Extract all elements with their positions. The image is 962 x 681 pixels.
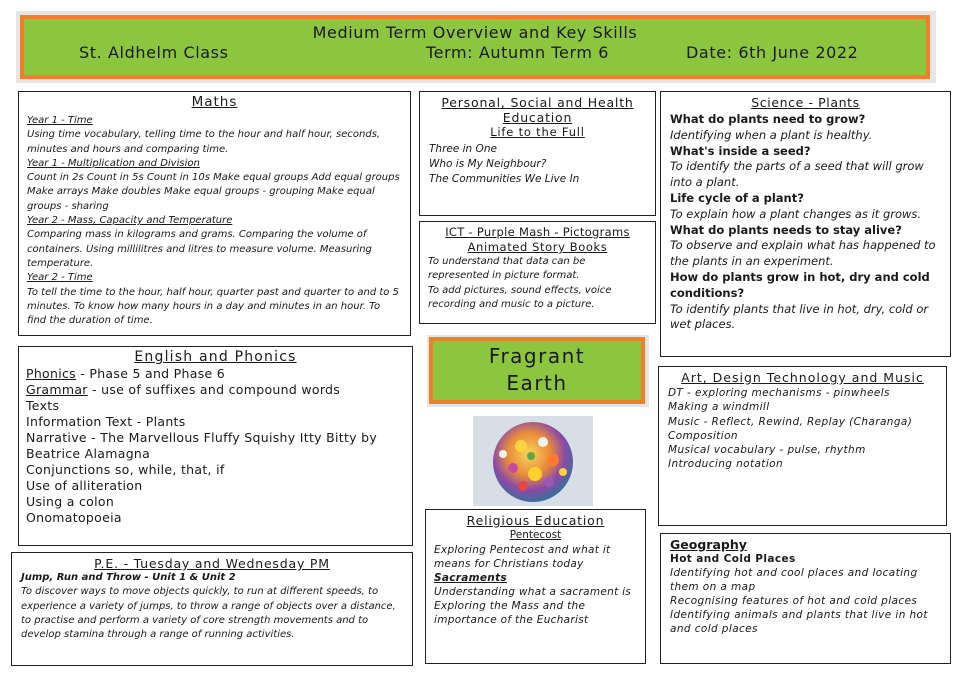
pe-subheading: Jump, Run and Throw - Unit 1 & Unit 2 (21, 572, 236, 583)
geography-line: Recognising features of hot and cold places (670, 595, 918, 607)
pe-heading: P.E. - Tuesday and Wednesday PM (94, 556, 330, 571)
ict-list (428, 255, 647, 312)
date-label: Date: 6th June 2022 (686, 43, 859, 62)
pe-panel (11, 552, 413, 666)
science-answer: Identifying when a plant is healthy. (670, 127, 873, 142)
science-question: What's inside a seed? (670, 143, 811, 158)
pshe-heading: Personal, Social and Health Education (441, 95, 634, 125)
science-answer: To explain how a plant changes as it grows. (670, 206, 922, 221)
maths-section-title: Year 1 - Multiplication and Division (27, 157, 200, 169)
sacraments-line: Exploring the Mass and the importance of the Eucharist (434, 600, 589, 626)
pe-text: To discover ways to move objects quickly, to run at different speeds, to experience a variety of jumps, to throw a range of objects over a distance, to practise and perform a variety of core strength movements and to develop stamina through a range of running activities. (21, 586, 396, 641)
science-question: How do plants grow in hot, dry and cold conditions? (670, 269, 930, 300)
geography-content (670, 552, 941, 636)
pshe-item: The Communities We Live In (429, 173, 580, 185)
pe-content (21, 571, 403, 642)
pshe-panel (419, 91, 656, 216)
science-question: What do plants needs to stay alive? (670, 222, 902, 237)
science-answer: To observe and explain what has happened to the plants in an experiment. (670, 238, 936, 269)
texts-label: Texts (26, 398, 60, 413)
art-panel (658, 366, 947, 526)
pshe-item: Who is My Neighbour? (429, 158, 547, 170)
geography-line: Identifying animals and plants that live in hot and cold places (670, 609, 928, 635)
pentecost-label: Pentecost (509, 529, 562, 541)
english-content (26, 366, 405, 526)
topic-title-line1: Fragrant (488, 344, 586, 368)
geography-subheading: Hot and Cold Places (670, 553, 796, 565)
science-answer: To identify plants that live in hot, dry, cold or wet places. (670, 301, 929, 332)
art-line: Composition (668, 429, 738, 442)
geography-heading: Geography (670, 537, 747, 552)
sacraments-line: Understanding what a sacrament is (434, 586, 632, 598)
english-line: Narrative - The Marvellous Fluffy Squishy Itty Bitty by Beatrice Alamagna (26, 430, 378, 461)
english-panel (18, 346, 413, 546)
maths-content (27, 114, 402, 328)
english-line: Information Text - Plants (26, 414, 186, 429)
art-line: Making a windmill (668, 401, 770, 414)
re-content (434, 543, 637, 627)
art-line: Introducing notation (668, 458, 784, 471)
maths-section-title: Year 1 - Time (27, 115, 93, 126)
ict-item: To add pictures, sound effects, voice recording and music to a picture. (428, 284, 612, 310)
maths-section-text: Count in 2s Count in 5s Count in 10s Make equal groups Add equal groups Make arrays Make doubles Make equal groups - grouping Make equal groups - sharing (27, 172, 400, 212)
term-label: Term: Autumn Term 6 (426, 43, 610, 62)
sacraments-label: Sacraments (434, 572, 507, 584)
ict-panel (419, 221, 656, 324)
english-line: Use of alliteration (26, 478, 143, 493)
topic-title-box (429, 337, 645, 404)
maths-panel (18, 91, 411, 336)
re-heading: Religious Education (466, 513, 605, 528)
science-answer: To identify the parts of a seed that will grow into a plant. (670, 159, 924, 190)
header-banner (20, 15, 930, 79)
science-question: What do plants need to grow? (670, 112, 866, 126)
science-heading: Science - Plants (751, 95, 860, 110)
maths-section-text: Comparing mass in kilograms and grams. Comparing the volume of containers. Using millilitres and litres to measure volume. Measuring temperature. (27, 229, 372, 269)
pshe-item: Three in One (429, 143, 497, 155)
pshe-subheading: Life to the Full (490, 125, 585, 139)
art-line: DT - exploring mechanisms - pinwheels (668, 387, 890, 399)
ict-heading: ICT - Purple Mash - Pictograms (445, 225, 630, 239)
science-question: Life cycle of a plant? (670, 190, 804, 205)
grammar-text: - use of suffixes and compound words (92, 382, 341, 397)
ict-subheading: Animated Story Books (467, 240, 608, 254)
english-line: Conjunctions so, while, that, if (26, 462, 225, 477)
geography-panel (660, 533, 951, 664)
flower-globe-icon (473, 416, 593, 506)
art-list (668, 386, 937, 472)
english-heading: English and Phonics (134, 349, 297, 365)
pshe-list (429, 142, 646, 187)
grammar-label: Grammar (26, 382, 88, 397)
science-list (670, 112, 941, 333)
geography-line: Identifying hot and cool places and locating them on a map (670, 567, 918, 593)
maths-section-title: Year 2 - Mass, Capacity and Temperature (27, 215, 233, 227)
maths-section-title: Year 2 - Time (27, 272, 93, 284)
flower-globe-image (473, 416, 593, 506)
art-heading: Art, Design Technology and Music (681, 370, 924, 385)
maths-section-text: Using time vocabulary, telling time to the hour and half hour, seconds, minutes and hours and comparing time. (27, 129, 381, 155)
phonics-text: - Phase 5 and Phase 6 (80, 366, 226, 381)
phonics-label: Phonics (26, 366, 76, 381)
maths-section-text: To tell the time to the hour, half hour, quarter past and quarter to and to 5 minutes. To know how many hours in a day and minutes in an hour. To find the duration of time. (27, 286, 399, 327)
class-name: St. Aldhelm Class (79, 43, 229, 62)
art-line: Music - Reflect, Rewind, Replay (Charanga) (668, 415, 913, 428)
art-line: Musical vocabulary - pulse, rhythm (668, 444, 866, 457)
maths-heading: Maths (191, 94, 238, 110)
pentecost-text: Exploring Pentecost and what it means for Christians today (434, 544, 611, 570)
topic-title-line2: Earth (506, 371, 568, 395)
re-panel (425, 509, 646, 664)
ict-item: To understand that data can be represented in picture format. (428, 256, 586, 282)
science-panel (660, 91, 951, 357)
page-title: Medium Term Overview and Key Skills (312, 23, 638, 42)
english-line: Onomatopoeia (26, 510, 122, 525)
english-line: Using a colon (26, 494, 115, 509)
